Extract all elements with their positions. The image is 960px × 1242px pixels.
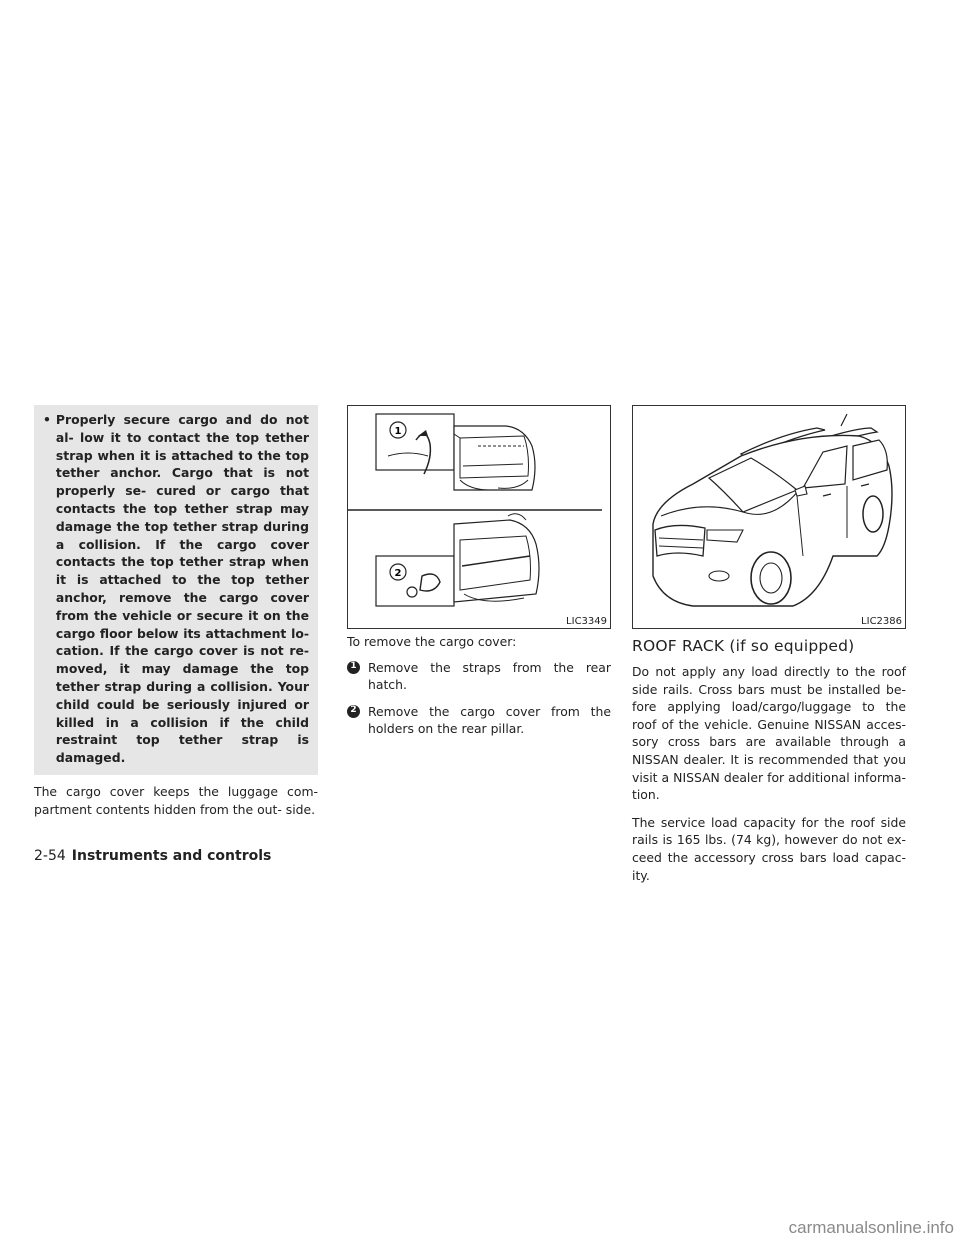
page-number: 2-54 (34, 848, 66, 864)
removal-steps (347, 659, 611, 738)
roof-rack-heading: ROOF RACK (if so equipped) (632, 637, 855, 655)
step-text: Remove the cargo cover from the holders on the rear pillar. (368, 703, 611, 737)
page-footer (34, 848, 271, 864)
callout-2: 2 (394, 568, 402, 579)
figure-label: LIC3349 (566, 616, 607, 627)
roof-rack-figure (632, 405, 906, 629)
roof-rack-paragraph-1: Do not apply any load directly to the roof side rails. Cross bars must be installed be- fore applying load/cargo/luggage to the roof of the vehicle. Genuine NISSAN acces- sory cross bars are available through a NISSAN dealer. It is recommended that you visit a NISSAN dealer for additional informa- tion. (632, 664, 906, 803)
watermark: carmanualsonline.info (788, 1218, 954, 1237)
step-text: Remove the straps from the rear hatch. (368, 659, 611, 693)
chapter-title: Instruments and controls (71, 848, 272, 864)
step-number: 2 (347, 705, 360, 718)
cargo-cover-illustration (348, 406, 612, 628)
warning-text: Properly secure cargo and do not al- low it to contact the top tether strap when it is attached to the top tether anchor. Cargo that is not properly se- cured or cargo that contacts the top tether strap may damage the top tether strap during a collision. If the cargo cover contacts the top tether strap when it is attached to the top tether anchor, remove the cargo cover from the vehicle or secure it on the cargo floor below its attachment lo- cation. If the cargo cover is not re- moved, it may damage the top tether strap during a collision. Your child could be seriously injured or killed in a collision if the child restraint top tether strap is damaged. (55, 412, 309, 766)
left-column (34, 405, 318, 818)
warning-bullet: • (43, 412, 51, 427)
cargo-cover-paragraph: The cargo cover keeps the luggage com- partment contents hidden from the out- side. (34, 783, 318, 817)
cargo-cover-figure (347, 405, 611, 629)
step-item (347, 659, 611, 694)
middle-column (347, 405, 611, 747)
step-item (347, 703, 611, 738)
suv-roof-rack-illustration (633, 406, 907, 628)
right-column (632, 405, 906, 884)
step-number: 1 (347, 661, 360, 674)
warning-box (34, 405, 318, 775)
roof-rack-paragraph-2: The service load capacity for the roof side rails is 165 lbs. (74 kg), however do not ex- ceed the accessory cross bars load capac- ity. (632, 814, 906, 883)
remove-intro: To remove the cargo cover: (347, 634, 517, 649)
figure-label: LIC2386 (861, 616, 902, 627)
callout-1: 1 (394, 426, 402, 437)
